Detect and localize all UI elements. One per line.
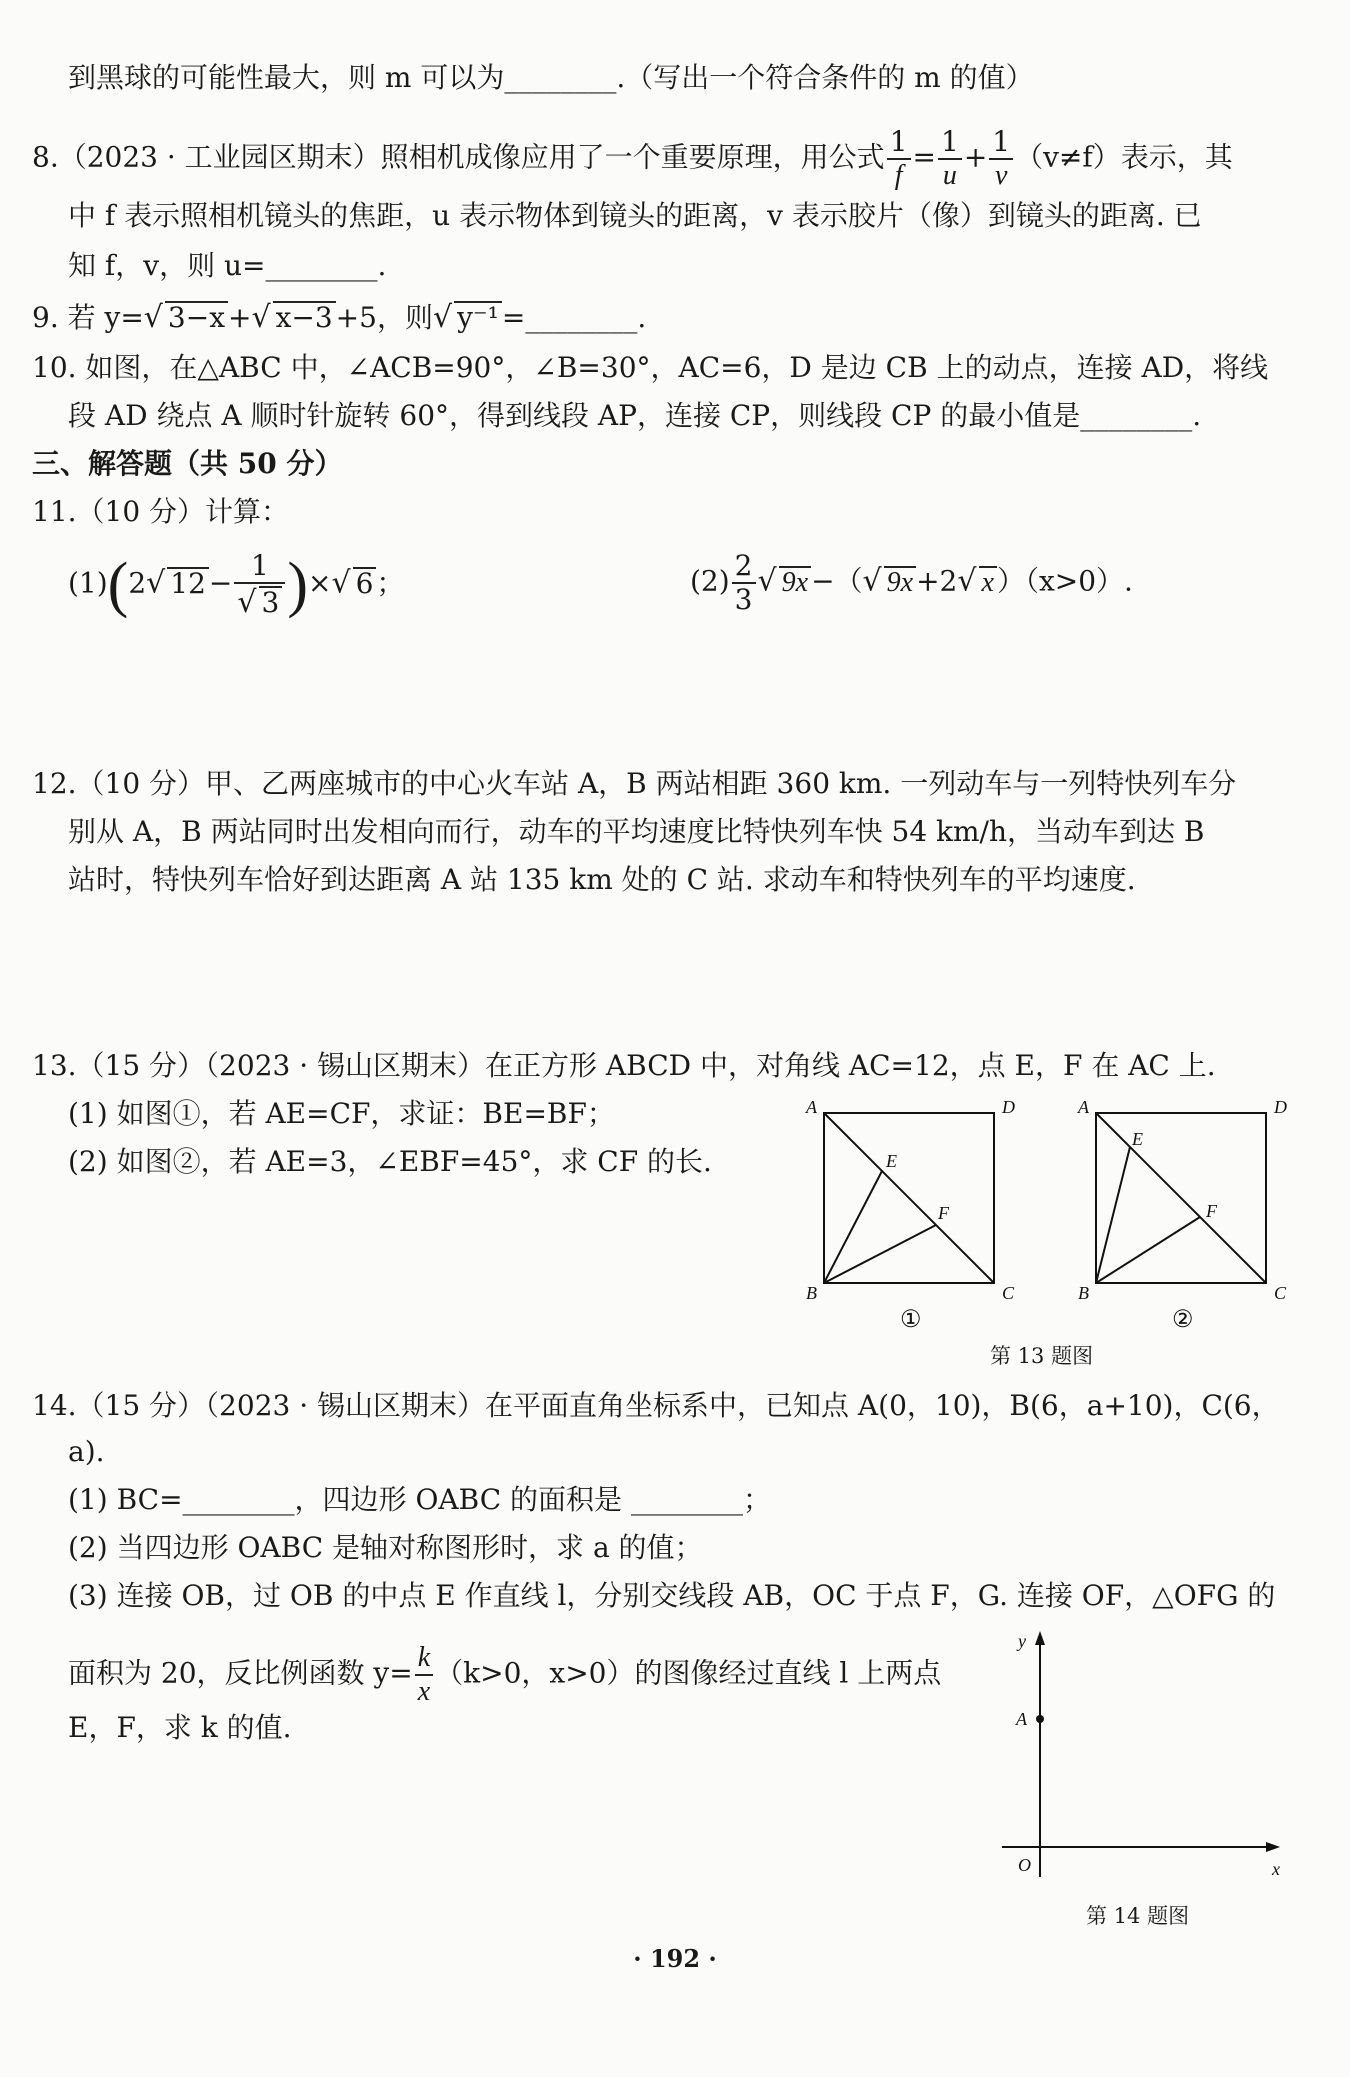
q14-y-arrow (1035, 1631, 1045, 1645)
q13-fig2-bf (1096, 1217, 1200, 1283)
q8-frac-1: $\frac{1}{f}$ (887, 128, 911, 190)
q8-line1: 8.（2023 · 工业园区期末）照相机成像应用了一个重要原理，用公式 $\frac{1}{f}$ = $\frac{1}{u}$ + $\frac{1}{v}$ （v≠f）表示，其 (32, 125, 1233, 191)
q8-frac-3: $\frac{1}{v}$ (989, 128, 1013, 190)
q13-fig2-label-b: B (1078, 1283, 1089, 1303)
q13-fig1-label-a: A (806, 1097, 817, 1117)
q13-figure-1 (800, 1095, 1030, 1335)
q13-fig1-label-b: B (806, 1283, 817, 1303)
q12-line2: 别从 A，B 两站同时出发相向而行，动车的平均速度比特快列车快 54 km/h，当动车到达 B (68, 815, 1205, 848)
q13-line3: (2) 如图②，若 AE=3，∠EBF=45°，求 CF 的长. (68, 1145, 712, 1178)
q14-label-a: A (1016, 1709, 1027, 1729)
q14-caption: 第 14 题图 (1086, 1904, 1190, 1928)
q13-fig2-label-c: C (1274, 1283, 1287, 1303)
q13-fig2-label-e: E (1132, 1129, 1143, 1149)
q14-x-arrow (1266, 1842, 1280, 1852)
q8-line2: 中 f 表示照相机镜头的焦距，u 表示物体到镜头的距离，v 表示胶片（像）到镜头的距离. 已 (68, 199, 1202, 232)
q13-fig1-be (824, 1171, 882, 1283)
q13-fig1-label-e: E (886, 1151, 897, 1171)
q14-line1: 14.（15 分）（2023 · 锡山区期末）在平面直角坐标系中，已知点 A(0，10)，B(6，a+10)，C(6， (32, 1389, 1280, 1422)
q10-line2: 段 AD 绕点 A 顺时针旋转 60°，得到线段 AP，连接 CP，则线段 CP 的最小值是________. (68, 399, 1202, 432)
q9-radical-2: x−3 (273, 301, 336, 333)
q13-fig2-be (1096, 1147, 1130, 1283)
q9-line: 9. 若 y=√ 3−x +√ x−3 +5，则√ y⁻¹ =________. (32, 300, 647, 335)
q11-part1: (1)(2√ 12 − $\frac{1}{√ 3}$ )×√ 6 ； (68, 549, 405, 620)
q13-fig1-label-f: F (938, 1203, 949, 1223)
q13-fig1-label-c: C (1002, 1283, 1015, 1303)
q8-prefix: 8.（2023 · 工业园区期末）照相机成像应用了一个重要原理，用公式 (32, 140, 885, 174)
q13-fig2-label-a: A (1078, 1097, 1089, 1117)
q8-suffix: （v≠f）表示，其 (1015, 140, 1233, 174)
page-number: · 192 · (633, 1944, 717, 1973)
q13-fig2-diagonal (1096, 1113, 1266, 1283)
q12-line3: 站时，特快列车恰好到达距离 A 站 135 km 处的 C 站. 求动车和特快列车的平均速度. (68, 863, 1136, 896)
q13-figure-2 (1072, 1095, 1302, 1335)
q13-fig2-tag: ② (1172, 1307, 1194, 1333)
q14-line5: (3) 连接 OB，过 OB 的中点 E 作直线 l，分别交线段 AB，OC 于点 F，G. 连接 OF，△OFG 的 (68, 1579, 1276, 1612)
q13-line2: (1) 如图①，若 AE=CF，求证：BE=BF； (68, 1097, 615, 1130)
q14-coordinate-figure (990, 1625, 1290, 1895)
q14-line4: (2) 当四边形 OABC 是轴对称图形时，求 a 的值； (68, 1531, 703, 1564)
q9-radical-1: 3−x (165, 301, 228, 333)
q14-label-x: x (1272, 1859, 1280, 1879)
q9-radical-3: y⁻¹ (454, 301, 502, 333)
section-3-heading: 三、解答题（共 50 分） (32, 447, 343, 480)
q14-line7: E，F，求 k 的值. (68, 1711, 292, 1744)
q14-line3: (1) BC=________，四边形 OABC 的面积是 ________； (68, 1483, 771, 1516)
q11-head: 11.（10 分）计算： (32, 495, 290, 528)
q13-caption: 第 13 题图 (990, 1344, 1094, 1368)
q8-line3: 知 f，v，则 u=________. (68, 249, 387, 282)
q13-fig1-bf (824, 1225, 936, 1283)
q14-line2: a). (68, 1435, 105, 1468)
q8-frac-2: $\frac{1}{u}$ (938, 128, 962, 190)
q14-line6: 面积为 20，反比例函数 y= $\frac{k}{x}$ （k>0，x>0）的图像经过直线 l 上两点 (68, 1642, 942, 1707)
q13-fig1-label-d: D (1002, 1097, 1015, 1117)
q13-fig1-tag: ① (900, 1307, 922, 1333)
q13-fig1-diagonal (824, 1113, 994, 1283)
q7-line: 到黑球的可能性最大，则 m 可以为________.（写出一个符合条件的 m 的值） (68, 61, 1034, 94)
q14-point-a (1036, 1715, 1044, 1723)
q10-line1: 10. 如图，在△ABC 中，∠ACB=90°，∠B=30°，AC=6，D 是边 CB 上的动点，连接 AD，将线 (32, 351, 1269, 384)
q13-line1: 13.（15 分）（2023 · 锡山区期末）在正方形 ABCD 中，对角线 AC=12，点 E，F 在 AC 上. (32, 1049, 1216, 1082)
q11-part2: (2) $\frac{2}{3}$ √ 9x −（√ 9x +2√ x ）（x>0）. (690, 549, 1133, 616)
q13-fig2-label-f: F (1206, 1201, 1217, 1221)
q12-line1: 12.（10 分）甲、乙两座城市的中心火车站 A，B 两站相距 360 km. 一列动车与一列特快列车分 (32, 767, 1237, 800)
q14-label-origin: O (1018, 1855, 1031, 1875)
q13-fig2-label-d: D (1274, 1097, 1287, 1117)
q14-label-y: y (1018, 1631, 1026, 1651)
